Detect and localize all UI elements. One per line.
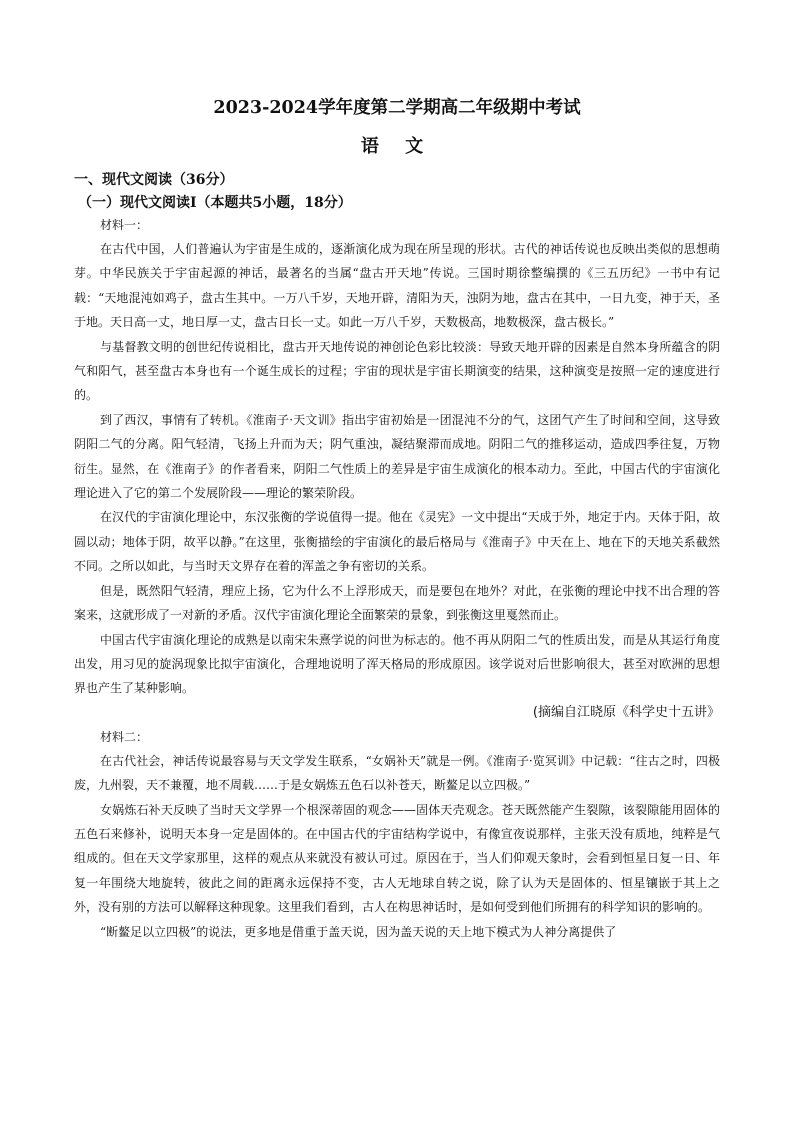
subject-title: 语 文 <box>360 136 434 157</box>
material-one-paragraph: 在汉代的宇宙演化理论中，东汉张衡的学说值得一提。他在《灵宪》一文中提出“天成于外，地定于内。天体于阳，故圆以动；地体于阴，故平以静。”在这里，张衡描绘的宇宙演化的最后格局与《淮南子》中天在上、地在下的天地关系截然不同。之所以如此，与当时天文界存在着的浑盖之争有密切的关系。 <box>74 510 720 574</box>
exam-page <box>74 96 720 944</box>
material-one-label: 材料一： <box>100 218 149 232</box>
subsection-heading: （一）现代文阅读I（本题共5小题，18分） <box>78 195 352 211</box>
material-one-paragraph: 中国古代宇宙演化理论的成熟是以南宋朱熹学说的问世为标志的。他不再从阴阳二气的性质出发，而是从其运行角度出发，用习见的旋涡现象比拟宇宙演化，合理地说明了浑天格局的形成原因。该学说对后世影响很大，甚至对欧洲的思想界也产生了某种影响。 <box>74 632 720 696</box>
material-two-label: 材料二： <box>100 729 149 744</box>
material-one-paragraph: 与基督教文明的创世纪传说相比，盘古开天地传说的神创论色彩比较淡：导致天地开辟的因素是自然本身所蕴含的阴气和阳气，甚至盘古本身也有一个诞生成长的过程；宇宙的现状是宇宙长期演变的结果，这种演变是按照一定的速度进行的。 <box>74 339 720 403</box>
section-heading: 一、现代文阅读（36分） <box>74 172 234 188</box>
material-two-paragraph: “断鳌足以立四极”的说法，更多地是借重于盖天说，因为盖天说的天上地下模式为人神分离提供了 <box>100 924 617 939</box>
exam-title: 2023-2024学年度第二学期高二年级期中考试 <box>213 98 581 118</box>
material-two-paragraph: 在古代社会，神话传说最容易与天文学发生联系，“女娲补天”就是一例。《淮南子·览冥训》中记载：“往古之时，四极废，九州裂，天不兼覆，地不周载……于是女娲炼五色石以补苍天，断鳌足以立四极。” <box>74 753 720 793</box>
material-one-paragraph: 到了西汉，事情有了转机。《淮南子·天文训》指出宇宙初始是一团混沌不分的气，这团气产生了时间和空间，这导致阴阳二气的分离。阳气轻清，飞扬上升而为天；阴气重浊，凝结聚滞而成地。阴阳二气的推移运动，造成四季往复，万物衍生。显然，在《淮南子》的作者看来，阴阳二气性质上的差异是宇宙生成演化的根本动力。至此，中国古代的宇宙演化理论进入了它的第二个发展阶段——理论的繁荣阶段。 <box>74 412 720 501</box>
material-one-paragraph: 但是，既然阳气轻清，理应上扬，它为什么不上浮形成天，而是要包在地外？对此，在张衡的理论中找不出合理的答案来，这就形成了一对新的矛盾。汉代宇宙演化理论全面繁荣的景象，到张衡这里戛然而止。 <box>74 583 720 623</box>
material-two-paragraph: 女娲炼石补天反映了当时天文学界一个根深蒂固的观念——固体天壳观念。苍天既然能产生裂隙，该裂隙能用固体的五色石来修补，说明天本身一定是固体的。在中国古代的宇宙结构学说中，有像宣夜说那样，主张天没有质地，纯粹是气组成的。但在天文学家那里，这样的观点从来就没有被认可过。原因在于，当人们仰观天象时，会看到恒星日复一日、年复一年围绕大地旋转，彼此之间的距离永远保持不变，古人无地球自转之说，除了认为天是固体的、恒星镶嵌于其上之外，没有别的方法可以解释这种现象。这里我们看到，古人在构思神话时，是如何受到他们所拥有的科学知识的影响的。 <box>74 802 720 915</box>
material-one-source: (摘编自江晓原《科学史十五讲》 <box>532 704 720 720</box>
material-one-paragraph: 在古代中国，人们普遍认为宇宙是生成的，逐渐演化成为现在所呈现的形状。古代的神话传说也反映出类似的思想萌芽。中华民族关于宇宙起源的神话，最著名的当属“盘古开天地”传说。三国时期徐整编撰的《三五历纪》一书中有记载：“天地混沌如鸡子，盘古生其中。一万八千岁，天地开辟，清阳为天，浊阴为地，盘古在其中，一日九变，神于天，圣于地。天日高一丈，地日厚一丈，盘古日长一丈。如此一万八千岁，天数极高，地数极深，盘古极长。” <box>74 242 720 330</box>
